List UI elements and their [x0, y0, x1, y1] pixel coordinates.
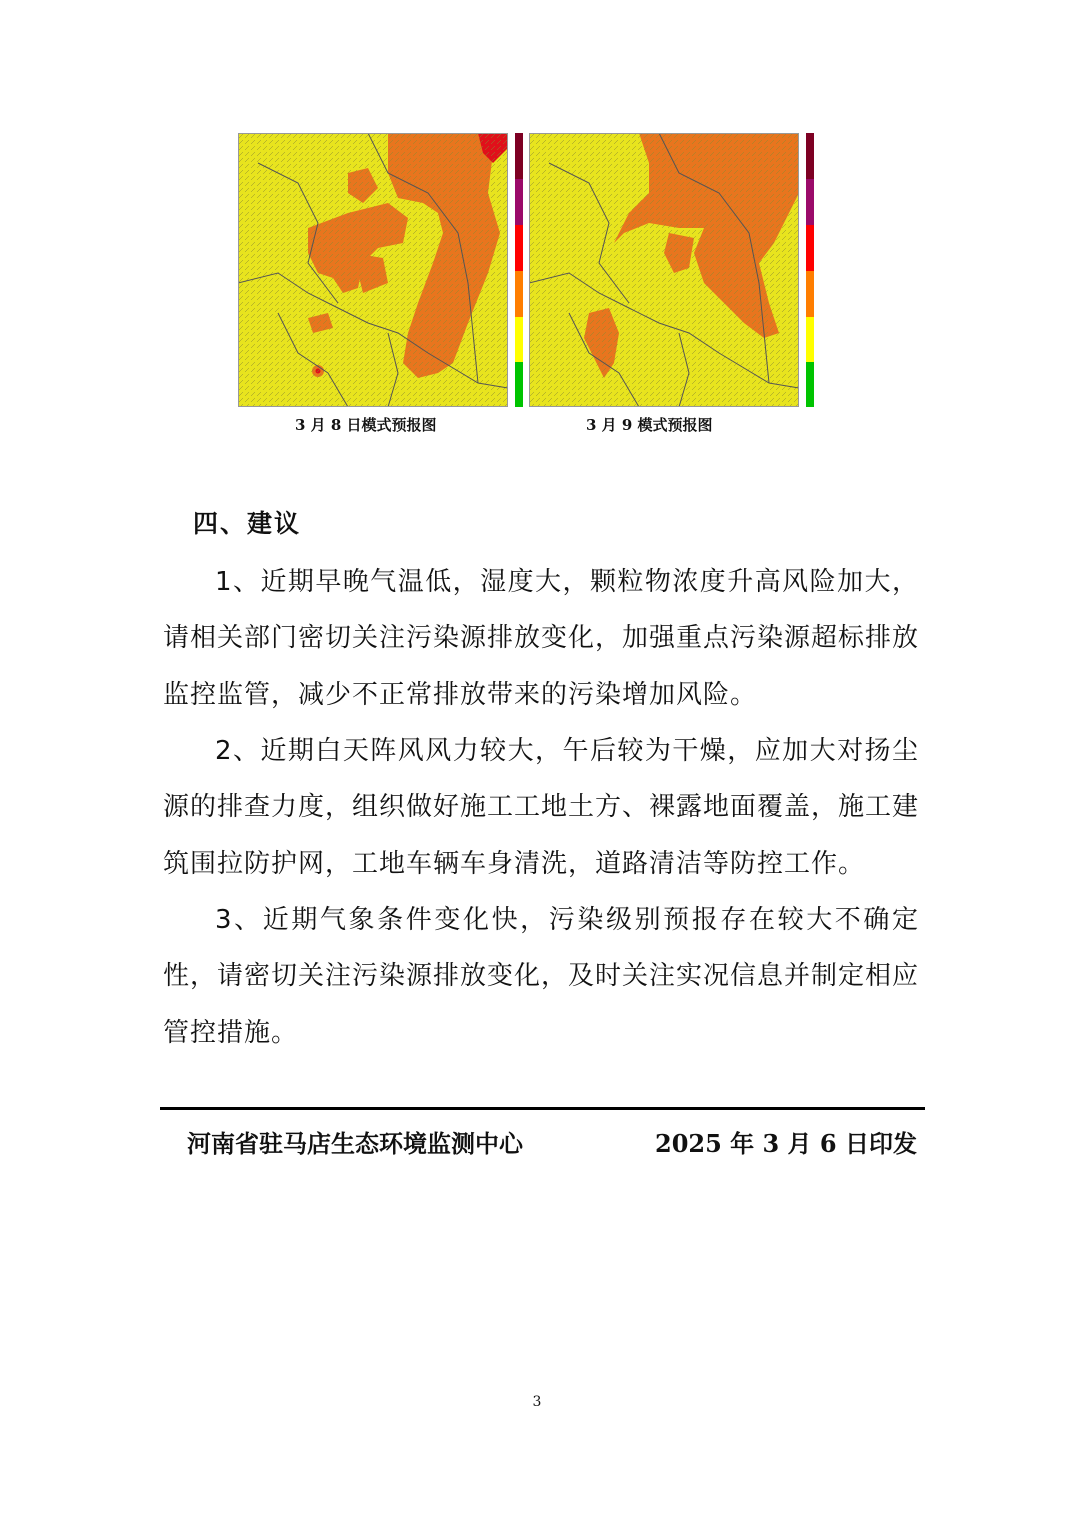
paragraph-1: 1、近期早晚气温低，湿度大，颗粒物浓度升高风险加大，请相关部门密切关注污染源排放变化，加强重点污染源超标排放监控监管，减少不正常排放带来的污染增加风险。 [163, 567, 920, 710]
forecast-map-mar8 [238, 133, 508, 407]
legend-swatch [515, 271, 523, 317]
page-number: 3 [532, 1394, 542, 1410]
footer-date: 2025 年 3 月 6 日印发 [655, 1129, 917, 1158]
legend-swatch [806, 179, 814, 225]
section-heading: 四、建议 [193, 509, 302, 538]
legend-swatch [806, 271, 814, 317]
figure-caption-mar9: 3 月 9 模式预报图 [586, 416, 713, 434]
forecast-map-mar9 [529, 133, 799, 407]
figure-caption-mar8: 3 月 8 日模式预报图 [295, 416, 437, 434]
color-legend-2 [806, 133, 814, 407]
legend-swatch [515, 317, 523, 362]
legend-swatch [515, 179, 523, 225]
legend-swatch [806, 225, 814, 271]
legend-swatch [515, 133, 523, 179]
legend-swatch [515, 362, 523, 407]
footer-divider [160, 1107, 925, 1110]
legend-swatch [806, 362, 814, 407]
paragraph-3: 3、近期气象条件变化快，污染级别预报存在较大不确定性，请密切关注污染源排放变化，及时关注实况信息并制定相应管控措施。 [163, 905, 920, 1048]
color-legend-1 [515, 133, 523, 407]
paragraph-2: 2、近期白天阵风风力较大，午后较为干燥，应加大对扬尘源的排查力度，组织做好施工工地土方、裸露地面覆盖，施工建筑围拉防护网，工地车辆车身清洗，道路清洁等防控工作。 [163, 736, 920, 879]
legend-swatch [806, 133, 814, 179]
legend-swatch [515, 225, 523, 271]
legend-swatch [806, 317, 814, 362]
footer-issuer: 河南省驻马店生态环境监测中心 [187, 1129, 523, 1158]
